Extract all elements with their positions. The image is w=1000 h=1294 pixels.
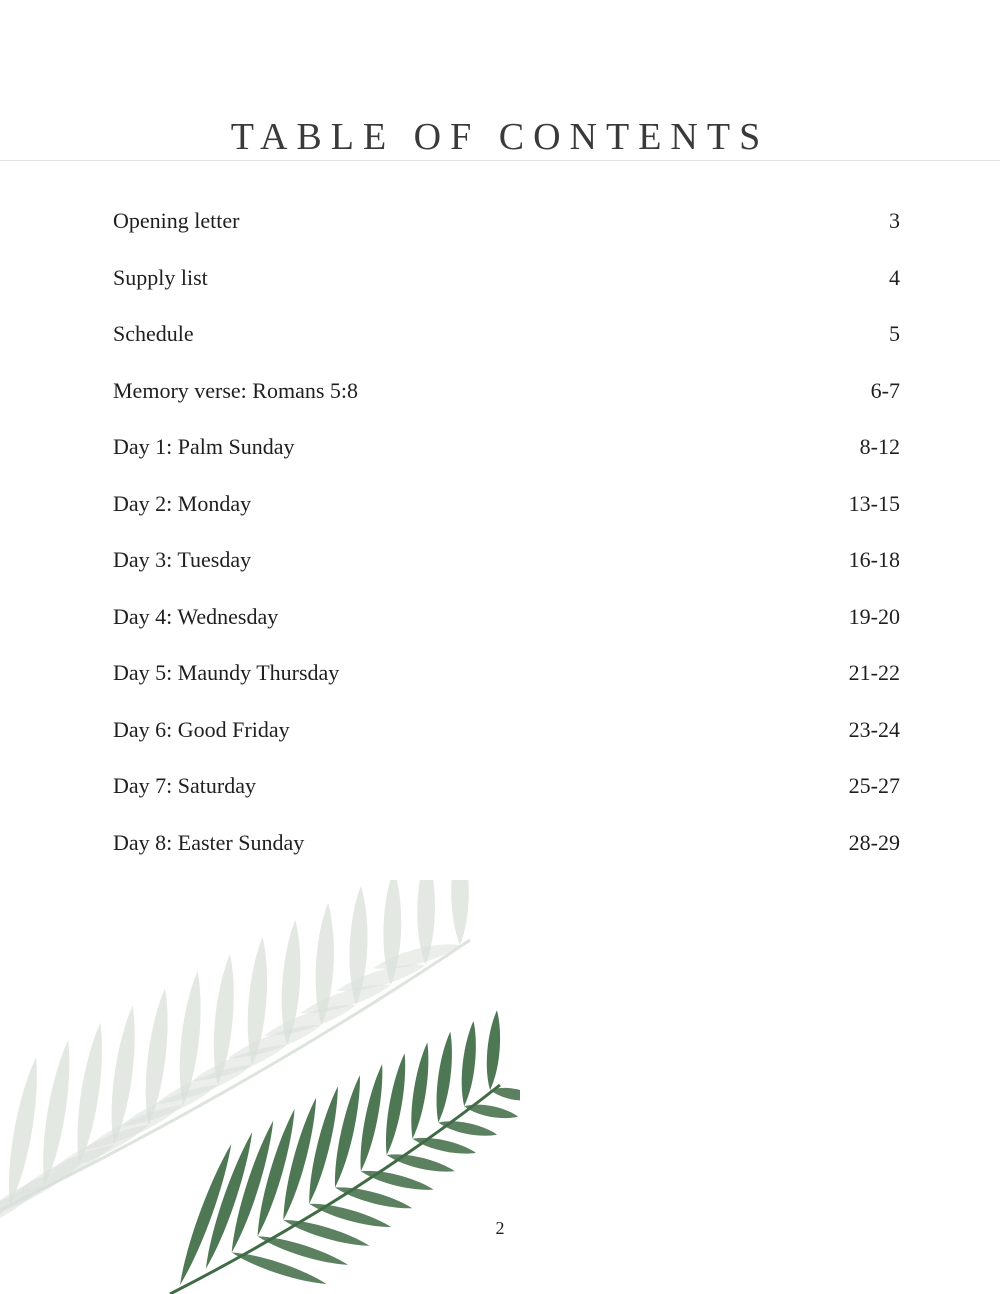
toc-entry-page: 28-29 bbox=[848, 829, 900, 855]
toc-entry-title: Day 6: Good Friday bbox=[113, 716, 290, 742]
toc-entry-title: Day 8: Easter Sunday bbox=[113, 829, 305, 855]
toc-entry-page: 8-12 bbox=[859, 434, 900, 459]
toc-entry-page: 19-20 bbox=[848, 603, 900, 629]
toc-entry-title: Day 1: Palm Sunday bbox=[113, 434, 295, 459]
toc-entry[interactable] bbox=[113, 709, 900, 766]
toc-entry[interactable] bbox=[113, 652, 900, 709]
toc-entry-page: 21-22 bbox=[848, 660, 900, 685]
toc-entry-page: 4 bbox=[889, 264, 900, 290]
page-title: TABLE OF CONTENTS bbox=[230, 116, 770, 158]
toc-entry-title: Day 5: Maundy Thursday bbox=[113, 660, 340, 685]
toc-entry[interactable] bbox=[113, 426, 900, 483]
toc-entry-page: 3 bbox=[889, 208, 900, 233]
toc-entry-title: Day 4: Wednesday bbox=[113, 603, 279, 629]
toc-entry[interactable] bbox=[113, 539, 900, 596]
toc-entry-title: Day 2: Monday bbox=[113, 490, 252, 516]
toc-entry[interactable] bbox=[113, 313, 900, 370]
toc-entry-page: 23-24 bbox=[848, 716, 900, 742]
toc-entry[interactable] bbox=[113, 370, 900, 427]
toc-entry-title: Schedule bbox=[113, 321, 194, 346]
toc-entry-page: 13-15 bbox=[848, 490, 900, 516]
toc-entry-page: 5 bbox=[889, 321, 900, 346]
toc-entry[interactable] bbox=[113, 257, 900, 314]
toc-entry-title: Supply list bbox=[113, 264, 208, 290]
table-of-contents bbox=[113, 200, 900, 878]
title-divider bbox=[0, 160, 1000, 161]
toc-entry[interactable] bbox=[113, 765, 900, 822]
toc-entry[interactable] bbox=[113, 483, 900, 540]
toc-entry-title: Day 7: Saturday bbox=[113, 773, 256, 798]
toc-entry[interactable] bbox=[113, 200, 900, 257]
toc-entry[interactable] bbox=[113, 822, 900, 879]
page-number: 2 bbox=[495, 1218, 505, 1238]
toc-entry-title: Day 3: Tuesday bbox=[113, 547, 252, 572]
toc-entry-page: 16-18 bbox=[848, 547, 900, 572]
toc-entry-title: Opening letter bbox=[113, 208, 240, 233]
toc-entry-title: Memory verse: Romans 5:8 bbox=[113, 377, 359, 403]
toc-entry-page: 25-27 bbox=[848, 773, 900, 798]
toc-entry[interactable] bbox=[113, 596, 900, 653]
toc-entry-page: 6-7 bbox=[870, 377, 900, 403]
